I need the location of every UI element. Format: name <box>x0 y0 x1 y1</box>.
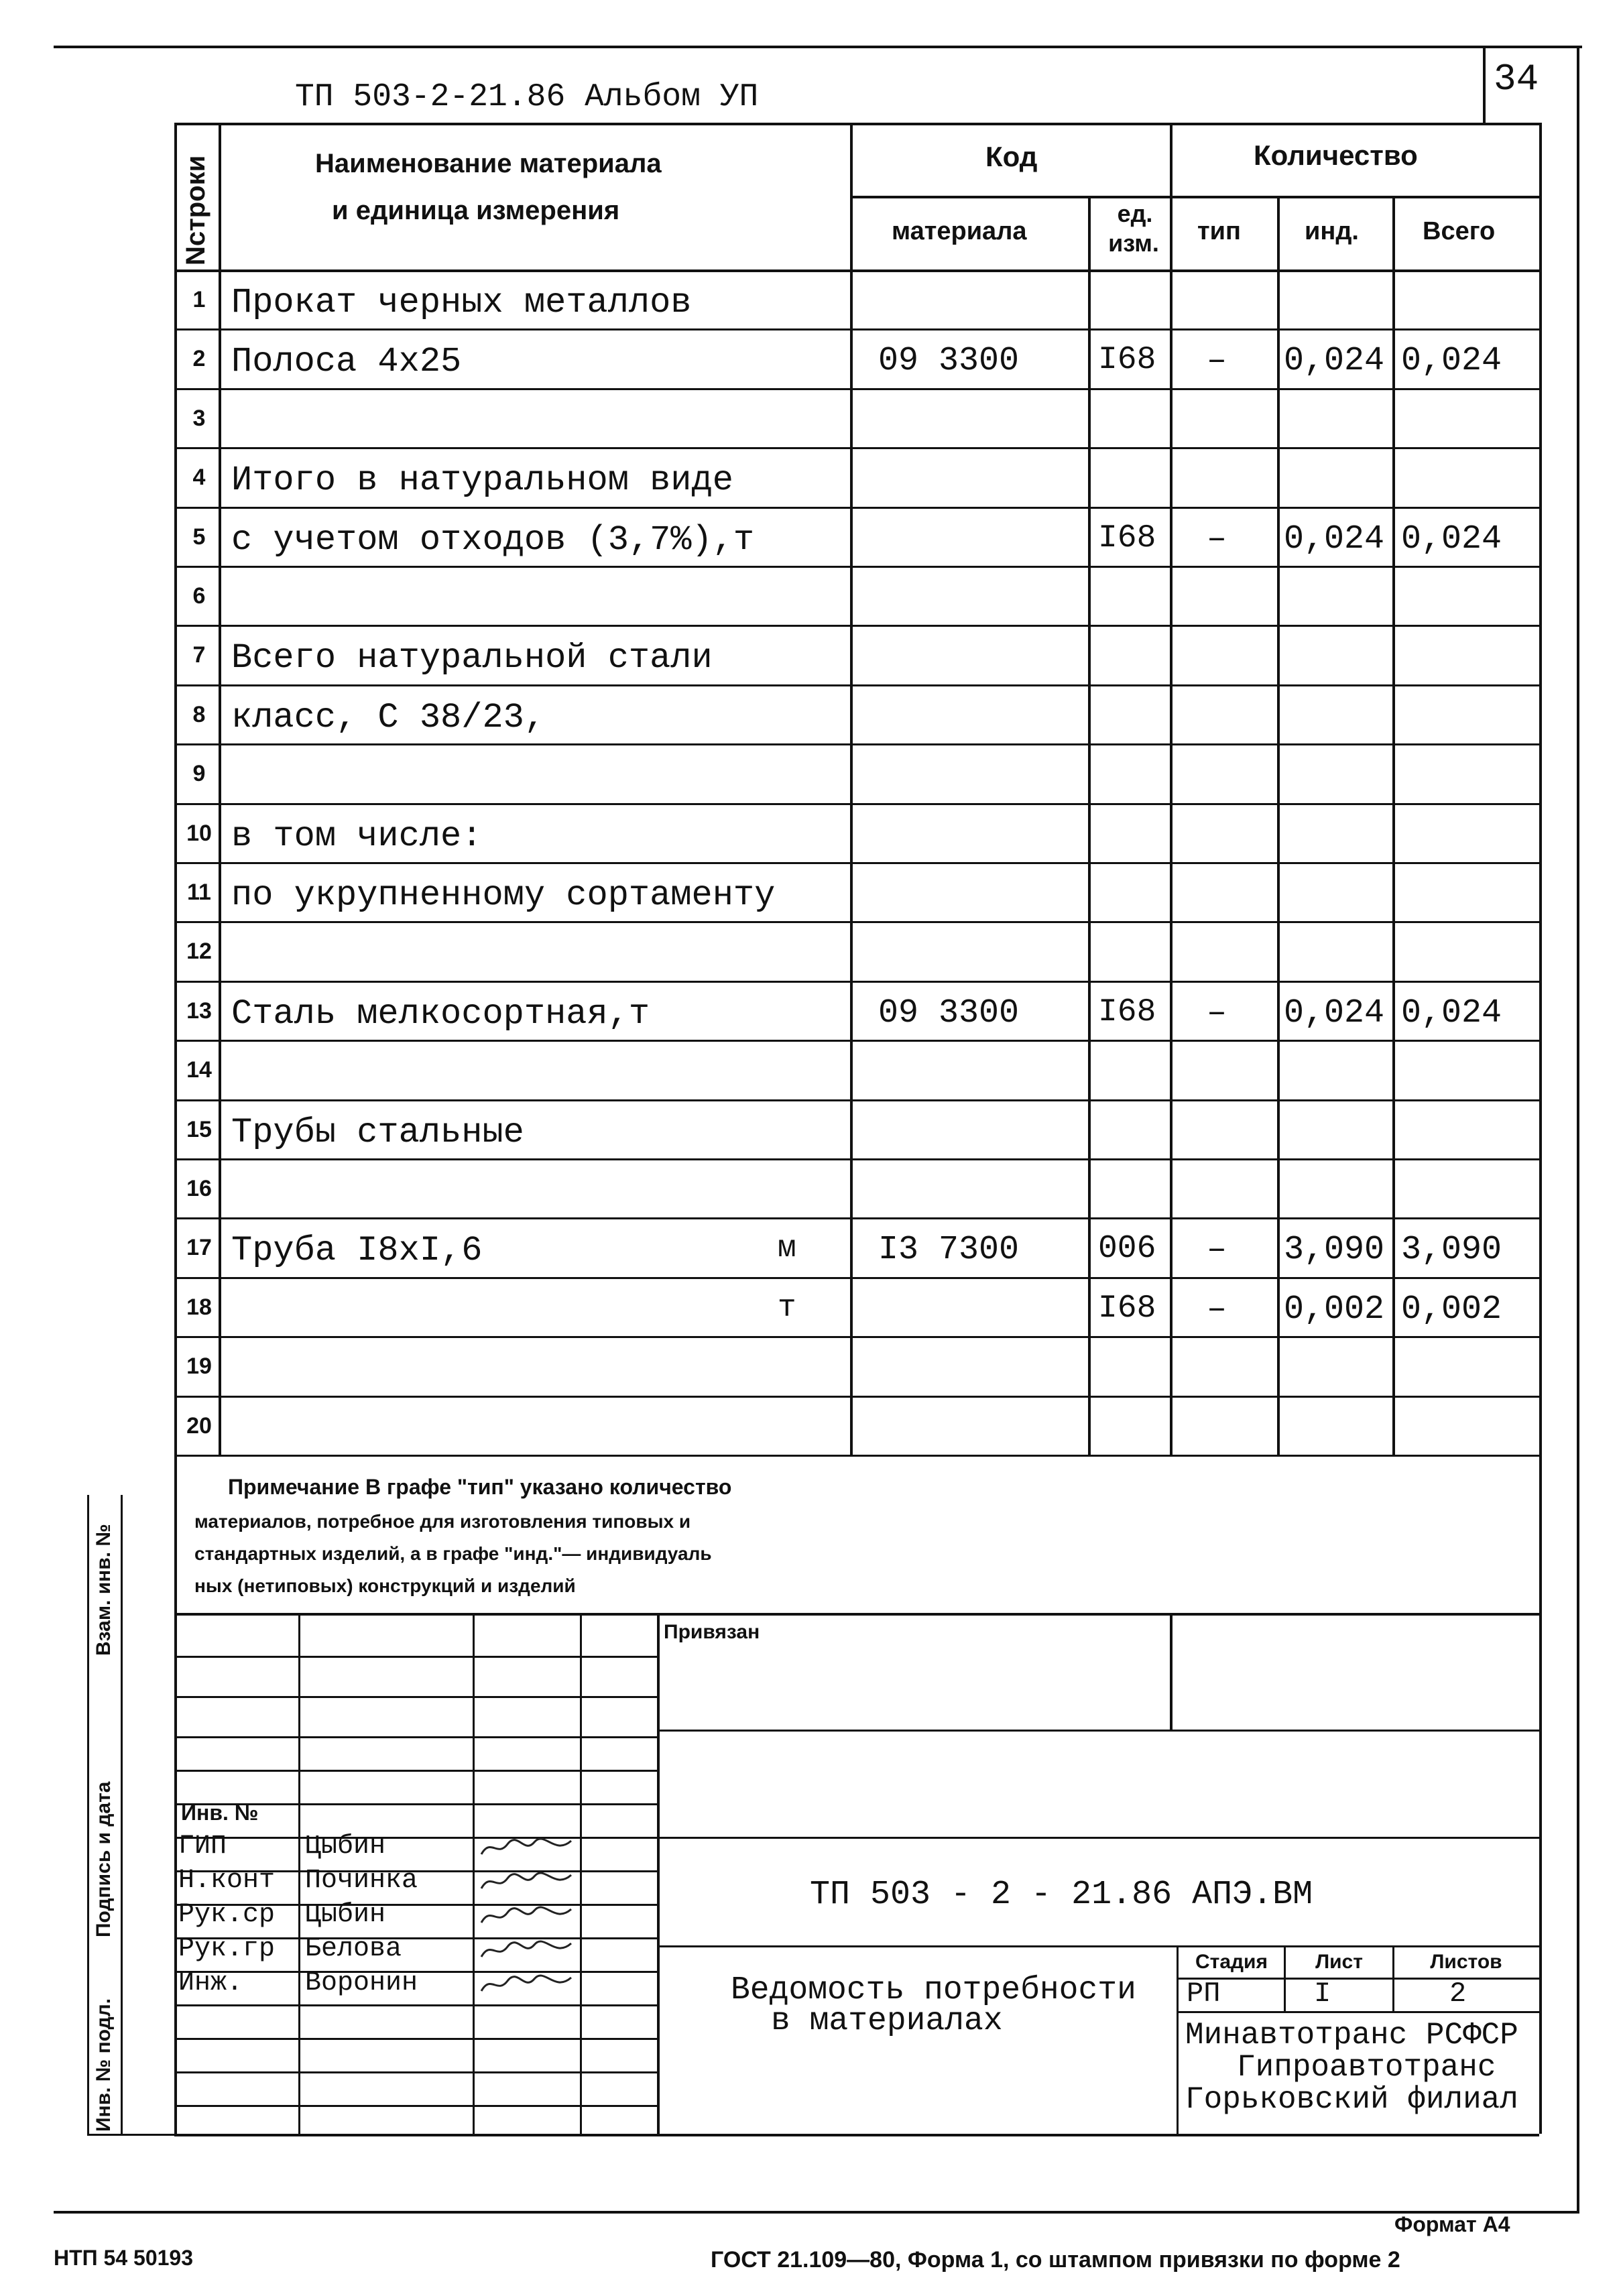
row-number: 19 <box>186 1353 212 1379</box>
row-rule <box>174 1040 1539 1042</box>
row-name: Всего натуральной стали <box>231 638 713 678</box>
sig-row-rule <box>174 1656 657 1658</box>
row-number: 12 <box>186 939 212 964</box>
row-rule <box>174 803 1539 805</box>
sig-row-rule <box>174 1837 657 1839</box>
row-qty-total: 0,024 <box>1401 994 1502 1032</box>
row-qty-type: – <box>1207 994 1227 1032</box>
row-rule <box>174 862 1539 864</box>
qty-type-header: тип <box>1197 217 1241 245</box>
row-number: 9 <box>192 761 206 786</box>
row-qty-total: 0,024 <box>1401 520 1502 558</box>
row-qty-total: 0,024 <box>1401 342 1502 380</box>
attached-label: Привязан <box>664 1621 760 1643</box>
code-material-header: материала <box>892 217 1027 245</box>
note-line1: Примечание В графе "тип" указано количество <box>228 1475 732 1499</box>
row-qty-type: – <box>1207 342 1227 380</box>
row-name: с учетом отходов (3,7%),т <box>231 520 755 560</box>
sheet-value: I <box>1314 1978 1331 2010</box>
org-line2: Гипроавтотранс <box>1237 2050 1496 2085</box>
code-unit-header-1: ед. <box>1117 200 1153 227</box>
tb-stage-split <box>1177 1945 1179 2134</box>
code-group-header: Код <box>985 141 1038 172</box>
doc-title-line2: в материалах <box>771 2003 1003 2039</box>
sig-row-rule <box>174 1736 657 1738</box>
row-qty-type: – <box>1207 1290 1227 1329</box>
org-line3: Горьковский филиал <box>1185 2082 1518 2117</box>
row-rule <box>174 1396 1539 1398</box>
inv-label: Инв. № <box>181 1801 259 1825</box>
row-name: класс, С 38/23, <box>231 698 546 737</box>
handwritten-signature <box>477 1902 578 1929</box>
row-number: 15 <box>186 1117 212 1142</box>
row-material-code: I3 7300 <box>878 1231 1020 1269</box>
tb-sig-col2 <box>473 1613 475 2134</box>
row-unit-code: I68 <box>1098 342 1156 378</box>
code-unit-header-2: изм. <box>1108 229 1159 257</box>
gost-label: ГОСТ 21.109—80, Форма 1, со штампом привязки по форме 2 <box>711 2247 1400 2273</box>
doc-header: ТП 503-2-21.86 Альбом УП <box>295 79 759 115</box>
row-qty-ind: 0,002 <box>1284 1290 1385 1329</box>
row-name: Сталь мелкосортная,т <box>231 994 650 1034</box>
sig-row-rule <box>174 2105 657 2107</box>
row-name: Труба I8хI,6 <box>231 1231 483 1270</box>
row-rule <box>174 625 1539 627</box>
col-sep-code <box>1170 123 1173 1455</box>
row-rule <box>174 507 1539 509</box>
row-qty-total: 3,090 <box>1401 1231 1502 1269</box>
doc-title-line1: Ведомость потребности <box>731 1972 1136 2008</box>
signature-name: Белова <box>305 1934 402 1964</box>
row-unit-code: 006 <box>1098 1231 1156 1267</box>
sig-row-rule <box>174 2038 657 2040</box>
qty-group-header: Количество <box>1254 139 1418 171</box>
header-bottom <box>174 269 1539 272</box>
row-rule <box>174 1158 1539 1160</box>
row-rule <box>174 328 1539 330</box>
row-rule <box>174 743 1539 745</box>
side-sign-date: Подпись и дата <box>93 1781 115 1937</box>
row-qty-ind: 3,090 <box>1284 1231 1385 1269</box>
tb-code-top <box>657 1837 1539 1839</box>
page-number-box-left <box>1483 46 1486 123</box>
row-number: 6 <box>192 583 206 609</box>
tb-stage-label-bottom <box>1177 1978 1539 1980</box>
note-line3: стандартных изделий, а в графе "инд."— индивидуаль <box>194 1543 712 1564</box>
format-label: Формат А4 <box>1394 2212 1510 2236</box>
row-unit-code: I68 <box>1098 994 1156 1030</box>
row-qty-ind: 0,024 <box>1284 994 1385 1032</box>
tb-top <box>174 1613 1539 1616</box>
tb-attached-split <box>1170 1613 1173 1730</box>
tb-bottom <box>174 2134 1539 2136</box>
row-qty-type: – <box>1207 1231 1227 1269</box>
qty-ind-header: инд. <box>1305 217 1359 245</box>
row-material-code: 09 3300 <box>878 342 1020 380</box>
table-top <box>174 123 1539 125</box>
row-name: Прокат черных металлов <box>231 283 692 322</box>
row-rule <box>174 1455 1539 1457</box>
side-replace-inv: Взам. инв. № <box>93 1524 115 1656</box>
row-qty-total: 0,002 <box>1401 1290 1502 1329</box>
side-strip-left <box>87 1495 89 2135</box>
row-number: 4 <box>192 465 206 490</box>
sig-row-rule <box>174 1770 657 1772</box>
row-unit-code: I68 <box>1098 1290 1156 1327</box>
sig-row-rule <box>174 2071 657 2073</box>
handwritten-signature <box>477 1834 578 1861</box>
qty-total-header: Всего <box>1423 217 1496 245</box>
row-qty-ind: 0,024 <box>1284 342 1385 380</box>
row-number: 11 <box>187 880 211 905</box>
top-rule <box>54 46 1582 48</box>
bottom-rule <box>54 2211 1579 2214</box>
side-inv-orig: Инв. № подл. <box>93 1998 115 2132</box>
sig-row-rule <box>174 2004 657 2006</box>
row-number: 7 <box>192 642 206 668</box>
tb-split <box>657 1613 660 2134</box>
col-sep-type <box>1277 196 1280 1455</box>
name-header-line1: Наименование материала <box>315 149 662 178</box>
signature-role: Инж. <box>178 1968 243 1998</box>
tb-sheets-split <box>1392 1945 1394 2011</box>
row-number: 10 <box>186 821 212 846</box>
row-unit-suffix: т <box>778 1290 796 1325</box>
stage-label: Стадия <box>1195 1951 1268 1973</box>
row-number: 8 <box>192 702 206 727</box>
side-strip-bottom <box>87 2134 174 2136</box>
tb-sig-col3 <box>580 1613 582 2134</box>
signature-name: Воронин <box>305 1968 418 1998</box>
row-number: 17 <box>186 1235 212 1260</box>
row-unit-code: I68 <box>1098 520 1156 556</box>
row-rule <box>174 1336 1539 1338</box>
signature-name: Цыбин <box>305 1900 386 1930</box>
row-number: 13 <box>186 998 212 1024</box>
handwritten-signature <box>477 1937 578 1963</box>
row-name: Трубы стальные <box>231 1113 524 1152</box>
ntp-label: НТП 54 50193 <box>54 2246 194 2270</box>
row-label-header: Nстроки <box>181 155 211 265</box>
side-strip-inner <box>121 1495 123 2135</box>
tb-stage-value-bottom <box>1177 2011 1539 2013</box>
col-sep-unit <box>1088 196 1091 1455</box>
sig-row-rule <box>174 1696 657 1698</box>
page-number: 34 <box>1494 58 1539 101</box>
row-rule <box>174 1217 1539 1219</box>
row-qty-type: – <box>1207 520 1227 558</box>
table-right <box>1539 123 1542 2134</box>
row-rule <box>174 566 1539 568</box>
row-rule <box>174 388 1539 390</box>
handwritten-signature <box>477 1868 578 1895</box>
tb-code-bottom <box>657 1945 1539 1947</box>
row-number: 5 <box>192 524 206 550</box>
tb-sheet-split <box>1284 1945 1286 2011</box>
row-name: Итого в натуральном виде <box>231 461 733 500</box>
row-number: 18 <box>186 1294 212 1320</box>
row-rule <box>174 1277 1539 1279</box>
row-rule <box>174 447 1539 449</box>
signature-name: Цыбин <box>305 1831 386 1862</box>
row-name: по укрупненному сортаменту <box>231 875 776 915</box>
col-sep-name <box>850 123 853 1455</box>
org-line1: Минавтотранс РСФСР <box>1185 2018 1518 2053</box>
row-rule <box>174 1099 1539 1101</box>
row-name: в том числе: <box>231 817 483 856</box>
frame-right <box>1577 46 1579 2211</box>
sheets-label: Листов <box>1430 1951 1502 1973</box>
stage-value: РП <box>1187 1978 1221 2010</box>
row-number: 20 <box>186 1413 212 1439</box>
tb-attached-bottom <box>657 1730 1539 1732</box>
col-sep-ind <box>1392 196 1395 1455</box>
doc-code: ТП 503 - 2 - 21.86 АПЭ.ВМ <box>810 1876 1313 1914</box>
row-number: 14 <box>186 1057 212 1083</box>
row-rule <box>174 921 1539 923</box>
note-line4: ных (нетиповых) конструкций и изделий <box>194 1575 576 1596</box>
header-subrule <box>850 196 1539 198</box>
row-rule <box>174 981 1539 983</box>
name-header-line2: и единица измерения <box>332 196 620 225</box>
signature-name: Починка <box>305 1866 418 1896</box>
row-qty-ind: 0,024 <box>1284 520 1385 558</box>
row-number: 2 <box>192 346 206 371</box>
handwritten-signature <box>477 1971 578 1998</box>
row-number: 1 <box>192 287 206 312</box>
signature-role: Рук.ср <box>178 1900 276 1930</box>
signature-role: Н.конт <box>178 1866 276 1896</box>
row-unit-suffix: м <box>778 1231 796 1266</box>
row-name: Полоса 4х25 <box>231 342 462 381</box>
signature-role: ГИП <box>178 1831 227 1862</box>
signature-role: Рук.гр <box>178 1934 276 1964</box>
row-number: 3 <box>192 406 206 431</box>
row-material-code: 09 3300 <box>878 994 1020 1032</box>
row-rule <box>174 684 1539 686</box>
sheet-label: Лист <box>1315 1951 1363 1973</box>
row-number: 16 <box>186 1176 212 1201</box>
sheets-value: 2 <box>1449 1978 1467 2010</box>
note-line2: материалов, потребное для изготовления типовых и <box>194 1511 691 1532</box>
tb-sig-col1 <box>298 1613 300 2134</box>
